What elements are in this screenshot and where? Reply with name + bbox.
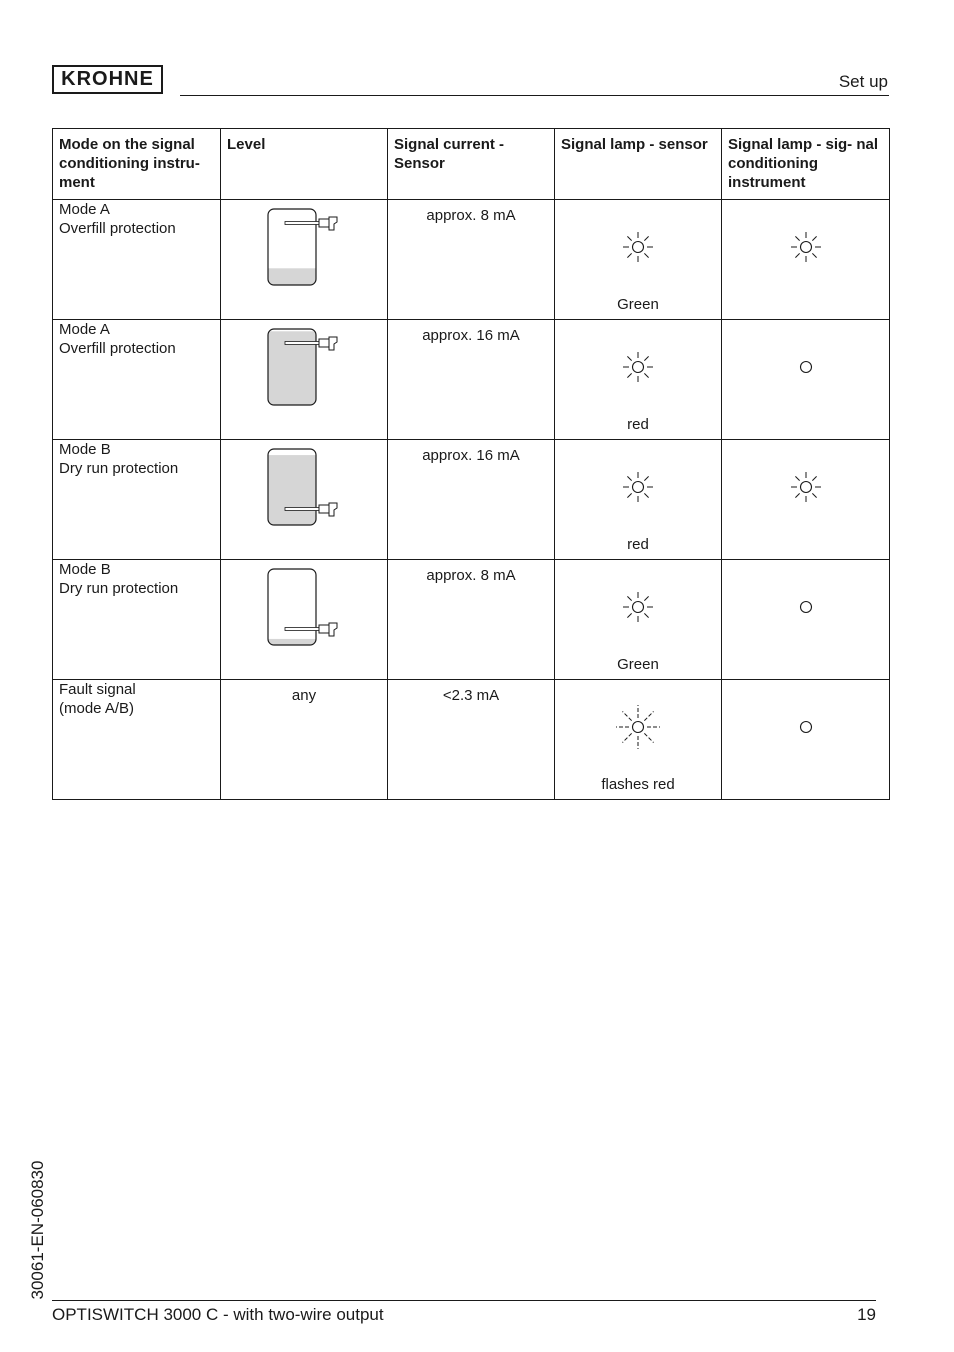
lamp-on-icon <box>613 222 663 272</box>
current-cell <box>388 440 555 560</box>
mode-cell <box>53 320 221 440</box>
lamp-flashing-icon <box>613 702 663 752</box>
sensor-housing <box>319 219 329 227</box>
page-number: 19 <box>857 1305 876 1324</box>
mode-label: Fault signal <box>59 681 136 698</box>
tank-drawing <box>266 327 342 407</box>
lamp-on-icon <box>613 462 663 512</box>
mode-cell <box>53 440 221 560</box>
level-cell <box>221 440 388 560</box>
protection-label: Overfill protection <box>59 220 176 237</box>
tank-liquid <box>268 268 316 285</box>
sensor-probe <box>285 628 319 631</box>
column-header: Signal current - Sensor <box>388 129 555 200</box>
sensor-probe <box>285 222 319 225</box>
sensor-probe <box>285 508 319 511</box>
section-title: Set up <box>838 72 888 91</box>
level-text <box>221 287 387 293</box>
sensor-lamp-cell <box>555 560 722 680</box>
lamp-on-icon <box>781 222 831 272</box>
tank-icon <box>221 440 387 527</box>
current-cell <box>388 320 555 440</box>
header-rule <box>180 95 889 96</box>
level-cell <box>221 680 388 800</box>
level-text: any <box>291 687 317 704</box>
current-value: approx. 16 mA <box>422 447 520 464</box>
sensor-connector <box>329 337 337 350</box>
table-row <box>53 200 890 320</box>
lamp-off-icon <box>781 702 831 752</box>
instrument-lamp-cell <box>722 560 890 680</box>
column-header: Mode on the signal conditioning instru- ment <box>53 129 221 200</box>
mode-cell <box>53 560 221 680</box>
column-header: Signal lamp - sig- nal conditioning instrument <box>722 129 890 200</box>
sensor-lamp-label: Green <box>617 296 659 313</box>
current-value: <2.3 mA <box>442 687 500 704</box>
tank-drawing <box>266 207 342 287</box>
tank-liquid <box>268 639 316 645</box>
lamp-off-icon <box>781 582 831 632</box>
protection-label: Dry run protection <box>59 580 179 597</box>
current-value: approx. 16 mA <box>422 327 520 344</box>
sensor-lamp-label: red <box>627 416 649 433</box>
sensor-connector <box>329 217 337 230</box>
document-code: 30061-EN-060830 <box>28 1160 47 1300</box>
sensor-lamp-cell <box>555 680 722 800</box>
current-cell <box>388 560 555 680</box>
level-text <box>221 647 387 653</box>
mode-label: Mode B <box>59 441 111 458</box>
sensor-probe <box>285 342 319 345</box>
current-cell <box>388 680 555 800</box>
instrument-lamp-cell <box>722 680 890 800</box>
lamp-on-icon <box>613 582 663 632</box>
mode-label: Mode A <box>59 321 110 338</box>
current-value: approx. 8 mA <box>426 567 516 584</box>
sensor-lamp-label: red <box>627 536 649 553</box>
level-text <box>221 407 387 413</box>
table-header-row <box>53 129 890 200</box>
level-cell <box>221 560 388 680</box>
instrument-lamp-cell <box>722 200 890 320</box>
sensor-lamp-cell <box>555 200 722 320</box>
level-text <box>221 527 387 533</box>
tank-icon <box>221 320 387 407</box>
tank-icon <box>221 200 387 287</box>
protection-label: Overfill protection <box>59 340 176 357</box>
sensor-connector <box>329 503 337 516</box>
sensor-lamp-cell <box>555 440 722 560</box>
column-header: Signal lamp - sensor <box>555 129 722 200</box>
footer-title: OPTISWITCH 3000 C - with two-wire output <box>52 1305 384 1324</box>
protection-label: Dry run protection <box>59 460 179 477</box>
lamp-on-icon <box>781 462 831 512</box>
column-header: Level <box>221 129 388 200</box>
sensor-lamp-label: Green <box>617 656 659 673</box>
sensor-lamp-cell <box>555 320 722 440</box>
tank-liquid <box>268 455 316 525</box>
level-cell <box>221 200 388 320</box>
krohne-logo <box>52 65 163 94</box>
mode-label: Mode A <box>59 201 110 218</box>
table-row <box>53 320 890 440</box>
table-row <box>53 440 890 560</box>
sensor-lamp-label: flashes red <box>601 776 675 793</box>
instrument-lamp-cell <box>722 440 890 560</box>
current-cell <box>388 200 555 320</box>
signal-table <box>52 128 890 800</box>
lamp-off-icon <box>781 342 831 392</box>
tank-drawing <box>266 447 342 527</box>
protection-label: (mode A/B) <box>59 700 135 717</box>
lamp-on-icon <box>613 342 663 392</box>
table-row <box>53 560 890 680</box>
logo-text: KROHNE <box>61 68 154 90</box>
footer-rule <box>52 1300 876 1301</box>
level-cell <box>221 320 388 440</box>
mode-cell <box>53 200 221 320</box>
tank-drawing <box>266 567 342 647</box>
sensor-housing <box>319 505 329 513</box>
instrument-lamp-cell <box>722 320 890 440</box>
sensor-housing <box>319 625 329 633</box>
tank-icon <box>221 560 387 647</box>
mode-label: Mode B <box>59 561 111 578</box>
current-value: approx. 8 mA <box>426 207 516 224</box>
table-row <box>53 680 890 800</box>
mode-cell <box>53 680 221 800</box>
sensor-connector <box>329 623 337 636</box>
tank-outline <box>268 569 316 645</box>
sensor-housing <box>319 339 329 347</box>
